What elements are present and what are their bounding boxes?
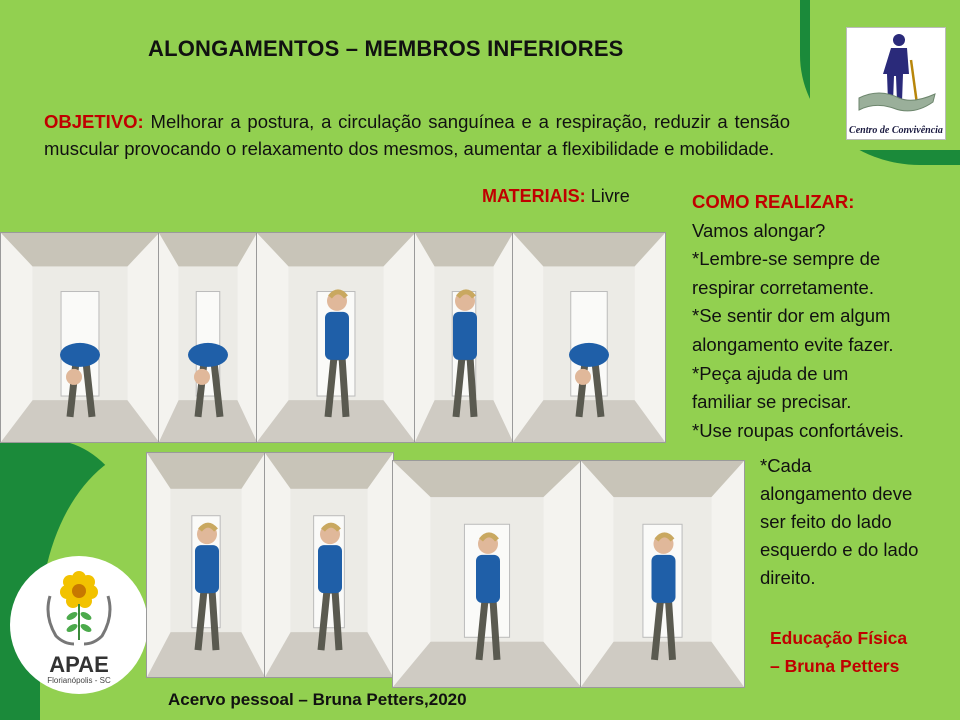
how-to-line: *Use roupas confortáveis.	[692, 419, 904, 441]
hallway-scene	[159, 233, 257, 442]
centro-convivencia-logo	[846, 27, 946, 140]
elderly-person-hand-icon	[847, 28, 945, 124]
hallway-scene	[257, 233, 415, 442]
how-to-section	[692, 188, 954, 445]
how-to-line: respirar corretamente.	[692, 276, 874, 298]
photo-toe-touch	[512, 232, 666, 443]
apae-name: APAE	[49, 652, 109, 677]
page-title: ALONGAMENTOS – MEMBROS INFERIORES	[148, 36, 624, 61]
how-to-line: familiar se precisar.	[692, 391, 852, 413]
how-to-line: Vamos alongar?	[692, 219, 826, 241]
objective-text: Melhorar a postura, a circulação sanguínea e a respiração, reduzir a tensão muscular provocando o relaxamento dos mesmos, aumentar a flexibilidade e mobilidade.	[44, 111, 790, 159]
photo-wall-calf-lunge	[392, 460, 582, 688]
hallway-scene	[415, 233, 513, 442]
hallway-scene	[1, 233, 159, 442]
how-to-line: *Lembre-se sempre de	[692, 248, 881, 270]
photo-standing-quad-stretch	[414, 232, 514, 443]
note-line: alongamento deve	[760, 483, 913, 504]
note-line: *Cada	[760, 455, 812, 476]
note-line: esquerdo e do lado	[760, 539, 919, 560]
apae-city: Florianópolis - SC	[47, 676, 111, 685]
note-line: ser feito do lado	[760, 511, 892, 532]
photo-wide-leg-forward-bend	[158, 232, 258, 443]
objective-paragraph	[44, 108, 790, 162]
photo-forward-bend-stretch	[0, 232, 160, 443]
photo-standing-quad-stretch-wall	[256, 232, 416, 443]
photo-side-lunge-stretch	[146, 452, 266, 678]
hallway-scene	[147, 453, 265, 677]
author-credit	[770, 624, 940, 680]
how-to-heading: COMO REALIZAR:	[692, 191, 855, 212]
author-line: Educação Física	[770, 628, 908, 648]
how-to-line: alongamento evite fazer.	[692, 333, 894, 355]
photo-standing-hip-stretch	[264, 452, 394, 678]
centro-caption: Centro de Convivência	[849, 125, 943, 136]
apae-logo	[10, 556, 148, 694]
how-to-line: *Peça ajuda de um	[692, 362, 849, 384]
hallway-scene	[265, 453, 393, 677]
hallway-scene	[393, 461, 581, 687]
materials-label: MATERIAIS:	[482, 186, 586, 206]
photo-credit: Acervo pessoal – Bruna Petters,2020	[168, 690, 467, 709]
hallway-scene	[581, 461, 744, 687]
side-note	[760, 452, 950, 592]
author-line: – Bruna Petters	[770, 656, 900, 676]
objective-label: OBJETIVO:	[44, 111, 144, 132]
materials-line	[482, 186, 630, 207]
hallway-scene	[513, 233, 665, 442]
how-to-line: *Se sentir dor em algum	[692, 305, 891, 327]
note-line: direito.	[760, 567, 816, 588]
photo-triangle-stretch	[580, 460, 745, 688]
materials-value: Livre	[590, 186, 630, 206]
